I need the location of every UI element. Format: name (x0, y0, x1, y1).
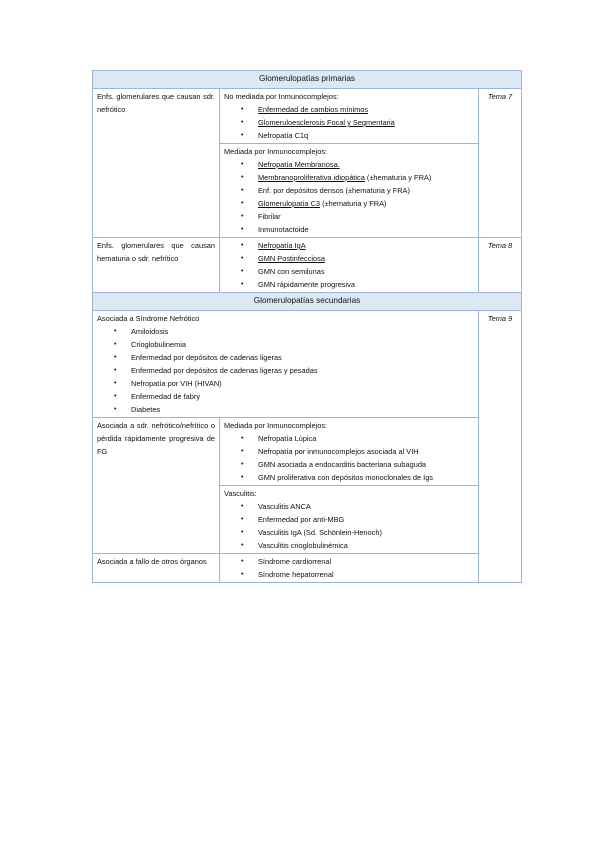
list-item: • Enfermedad de fabry (97, 390, 474, 403)
list-item: • Fibrilar (224, 210, 474, 223)
list-item: • Enfermedad por depósitos de cadenas ligeras (97, 351, 474, 364)
primarias-hematuria-label-cell (93, 238, 220, 293)
primarias-hematuria-label: Enfs. glomerulares que causan hematuria o sdr. nefrítico (97, 241, 215, 263)
secundarias-nefrotico-label: Asociada a Síndrome Nefrótico (97, 314, 200, 323)
tema-8: Tema 8 (479, 238, 522, 293)
secundarias-nefrotico-row (93, 311, 522, 418)
primarias-nefrotico-row (93, 89, 522, 144)
list-item: • Glomeruloesclerosis Focal y Segmentaria (224, 116, 474, 129)
list-item: • Síndrome cardiorrenal (224, 555, 474, 568)
list-item: • Nefropatía C1q (224, 129, 474, 142)
primarias-nefrotico-label-cell (93, 89, 220, 238)
list-item: • GMN proliferativa con depósitos monoclonales de Igs (224, 471, 474, 484)
primarias-title: Glomerulopatías primarias (93, 71, 522, 89)
mediada-heading: Mediada por Inmunocomplejos: (224, 147, 328, 156)
secundarias-otros-row (93, 554, 522, 583)
mediada-cell (220, 144, 479, 238)
list-item: • Síndrome hepatorrenal (224, 568, 474, 581)
list-item: • Enfermedad por depósitos de cadenas ligeras y pesadas (97, 364, 474, 377)
vasculitis-cell (220, 486, 479, 554)
hematuria-cell (220, 238, 479, 293)
no-mediada-cell (220, 89, 479, 144)
secundarias-header-row (93, 293, 522, 311)
secundarias-otros-label-cell (93, 554, 220, 583)
list-item: • Nefropatía IgA (224, 239, 474, 252)
list-item: • Vasculitis ANCA (224, 500, 474, 513)
secundarias-title: Glomerulopatías secundarias (93, 293, 522, 311)
otros-cell (220, 554, 479, 583)
tema-9: Tema 9 (479, 311, 522, 583)
secundarias-nefrotico-list (97, 325, 474, 416)
secundarias-nefritico-label: Asociada a sdr. nefrótico/nefrítico o pérdida rápidamente progresiva de FG (97, 421, 215, 456)
tema-7: Tema 7 (479, 89, 522, 238)
list-item: • Enf. por depósitos densos (±hematuria y FRA) (224, 184, 474, 197)
list-item: • Nefropatía por VIH (HIVAN) (97, 377, 474, 390)
list-item: • Membranoproliferativa idiopática (±hematuria y FRA) (224, 171, 474, 184)
list-item: • Vasculitis crioglobulinémica (224, 539, 474, 552)
secundarias-mediada-cell (220, 418, 479, 486)
vasculitis-list (224, 500, 474, 552)
list-item: • Glomerulopatía C3 (±hematuria y FRA) (224, 197, 474, 210)
list-item: • GMN rápidamente progresiva (224, 278, 474, 291)
primarias-header-row (93, 71, 522, 89)
primarias-hematuria-row (93, 238, 522, 293)
list-item: • GMN Postinfecciosa (224, 252, 474, 265)
secundarias-nefritico-label-cell (93, 418, 220, 554)
list-item: • Nefropatía por inmunocomplejos asociada al VIH (224, 445, 474, 458)
mediada-list (224, 158, 474, 236)
list-item: • Inmunotactoide (224, 223, 474, 236)
list-item: • GMN asociada a endocarditis bacteriana subaguda (224, 458, 474, 471)
secundarias-nefrotico-cell (93, 311, 479, 418)
list-item: • Enfermedad por anti-MBG (224, 513, 474, 526)
list-item: • Nefropatía Membranosa. (224, 158, 474, 171)
no-mediada-heading: No mediada por Inmunocomplejos: (224, 92, 339, 101)
list-item: • Crioglobulinemia (97, 338, 474, 351)
secundarias-mediada-list (224, 432, 474, 484)
vasculitis-heading: Vasculitis: (224, 489, 257, 498)
primarias-nefrotico-label: Enfs. glomerulares que causan sdr. nefrótico (97, 92, 215, 114)
glomerulopathy-table (92, 70, 522, 583)
secundarias-nefritico-row (93, 418, 522, 486)
list-item: • Amiloidosis (97, 325, 474, 338)
list-item: • Vasculitis IgA (Sd. Schönlein-Henoch) (224, 526, 474, 539)
secundarias-otros-label: Asociada a fallo de otros órganos (97, 557, 207, 566)
secundarias-mediada-heading: Mediada por Inmunocomplejos: (224, 421, 328, 430)
list-item: • GMN con semilunas (224, 265, 474, 278)
otros-list (224, 555, 474, 581)
no-mediada-list (224, 103, 474, 142)
list-item: • Nefropatía Lúpica (224, 432, 474, 445)
list-item: • Diabetes (97, 403, 474, 416)
hematuria-list (224, 239, 474, 291)
list-item: • Enfermedad de cambios mínimos (224, 103, 474, 116)
